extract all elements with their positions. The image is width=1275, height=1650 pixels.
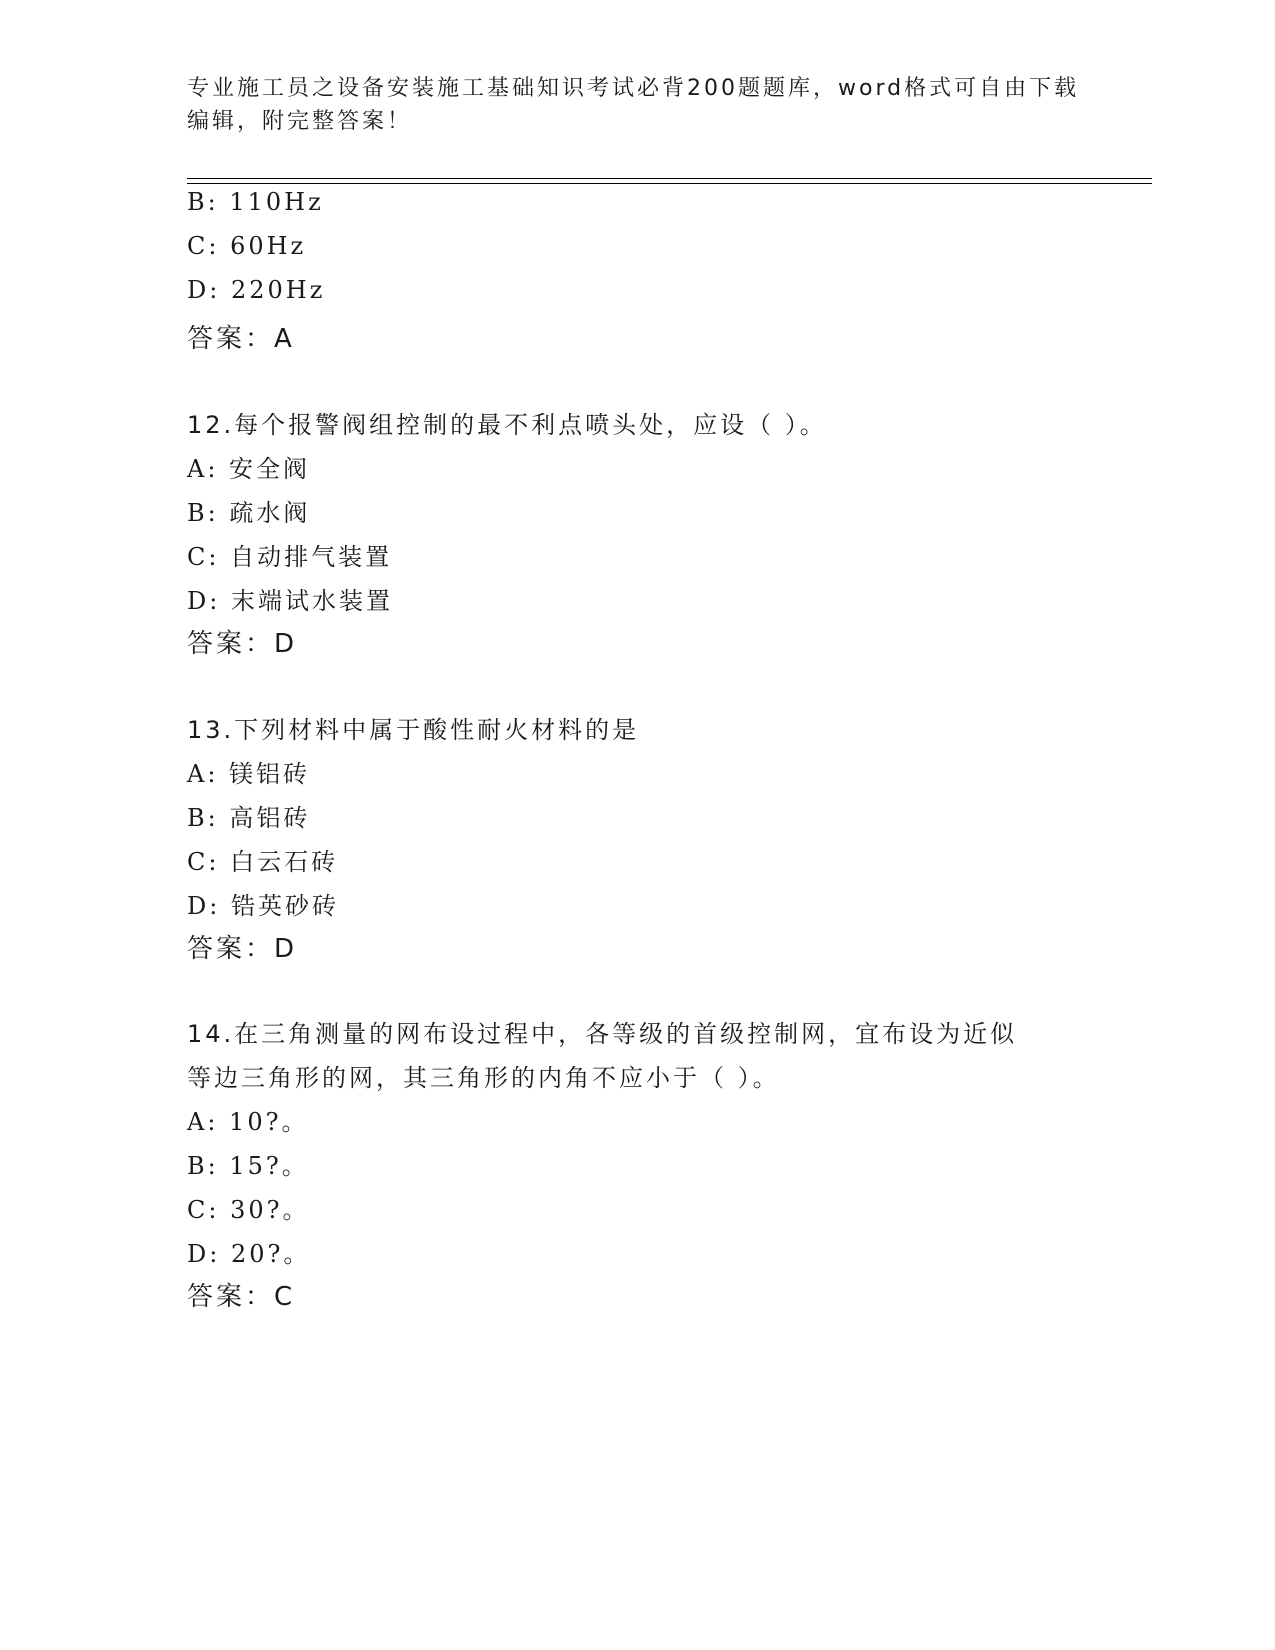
header-divider-bottom [187,183,1152,184]
option-b: B: 疏水阀 [187,499,311,527]
header-title-line-2: 编辑，附完整答案！ [187,109,413,134]
option-c: C: 30?。 [187,1196,310,1224]
option-a: A: 10?。 [187,1108,309,1136]
option-b: B: 高铝砖 [187,804,311,832]
answer-line: 答案：A [187,324,295,354]
option-b: B: 110Hz [187,188,324,216]
option-d: D: 20?。 [187,1240,311,1268]
option-a: A: 安全阀 [187,455,311,483]
option-d: D: 220Hz [187,276,326,304]
answer-line: 答案：D [187,629,298,659]
option-b: B: 15?。 [187,1152,309,1180]
question-stem-line-2: 等边三角形的网，其三角形的内角不应小于（ ）。 [187,1064,780,1092]
option-c: C: 白云石砖 [187,848,339,876]
option-d: D: 末端试水装置 [187,587,393,615]
question-stem-line-1: 14.在三角测量的网布设过程中，各等级的首级控制网，宜布设为近似 [187,1020,1018,1048]
option-a: A: 镁铝砖 [187,760,311,788]
option-d: D: 锆英砂砖 [187,892,339,920]
question-stem: 13.下列材料中属于酸性耐火材料的是 [187,716,640,744]
answer-line: 答案：D [187,934,298,964]
header-title-line-1: 专业施工员之设备安装施工基础知识考试必背200题题库，word格式可自由下载 [187,76,1080,101]
option-c: C: 60Hz [187,232,307,260]
header-divider-top [187,178,1152,179]
question-stem: 12.每个报警阀组控制的最不利点喷头处，应设（ ）。 [187,411,827,439]
option-c: C: 自动排气装置 [187,543,393,571]
answer-line: 答案：C [187,1282,296,1312]
document-header [187,72,1087,138]
